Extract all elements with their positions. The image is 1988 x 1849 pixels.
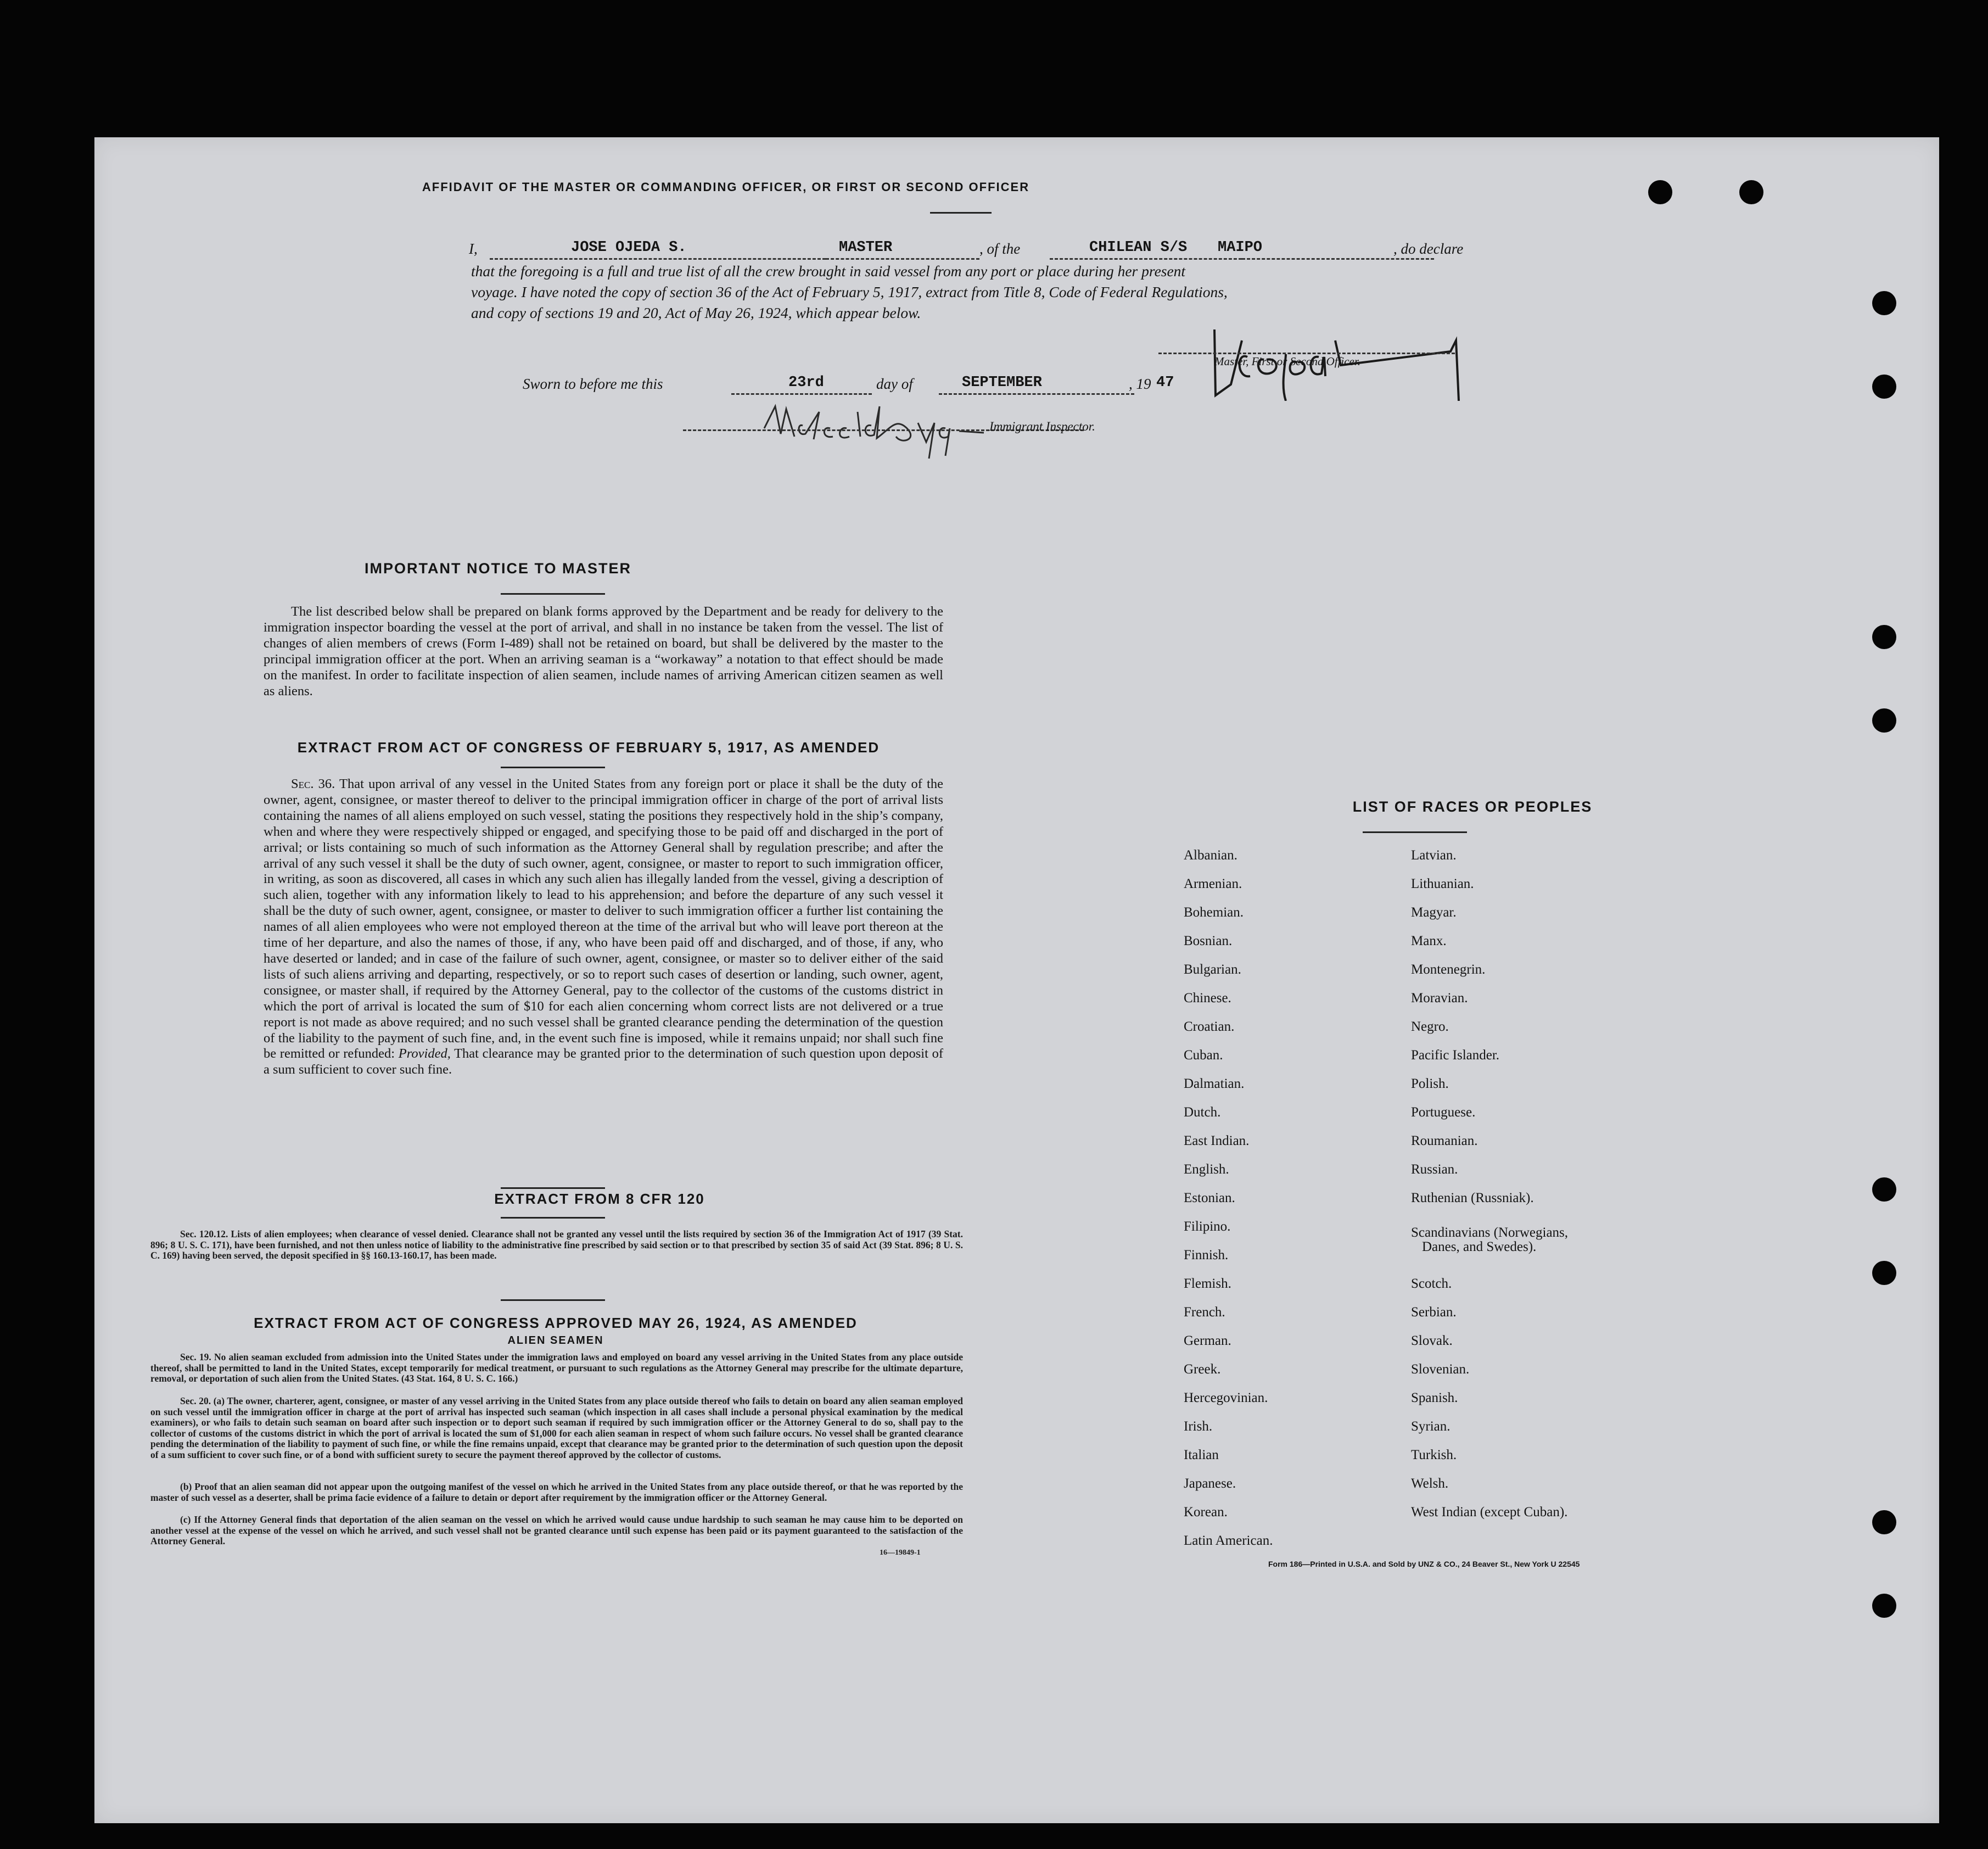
affidavit-title-rule (930, 212, 992, 214)
race-item: Chinese. (1184, 991, 1231, 1006)
notice-body: The list described below shall be prepared on blank forms approved by the Department and be ready for delivery to the immigration inspector boarding the vessel at the port of arrival, and shall in no instance be taken from the vessel. The list of changes of alien members of crews (Form I-489) shall not be retained on board, but shall be delivered by the master to the principal immigration officer at the port. When an arriving seaman is a “workaway” a notation to that effect should be made on the manifest. In order to facilitate inspection of alien seamen, include names of arriving American citizen seamen as well as aliens. (264, 604, 943, 699)
sec-20a-text: Sec. 20. (a) The owner, charterer, agent, consignee, or master of any vessel arriving in the United States from any place outside thereof who fails to detain on board any alien seaman employed on such vessel until the immigration officer in charge at the port of arrival has inspected such seaman (which inspection in all cases shall include a personal physical examination by the medical examiners), or who fails to detain such seaman on board after such inspection or to deport such seaman if required by such immigration officer or the Attorney General to do so, shall pay to the collector of customs of the customs district in which the port of arrival is located the sum of $1,000 for each alien seaman in respect of whom such failure occurs. No vessel shall be granted clearance pending the determination of the liability to payment of such fine, or while the fine remains unpaid, except that clearance may be granted prior to the determination of such question upon the deposit of a sum sufficient to cover such fine, or of a bond with sufficient surety to secure the payment thereof approved by the collector of customs. (150, 1395, 963, 1460)
extract-1924-top-rule (501, 1299, 605, 1301)
race-item: Scandinavians (Norwegians, (1411, 1225, 1569, 1240)
race-item: Portuguese. (1411, 1105, 1476, 1120)
cfr-title-rule (501, 1217, 605, 1219)
sec-36-text: That upon arrival of any vessel in the United States from any foreign port or place it shall be the duty of the owner, agent, consignee, or master thereof to deliver to the principal immigration officer in charge of the port of arrival lists containing the names of all aliens employed on such vessel, stating the positions they respectively hold in the ship’s company, when and where they were respectively shipped or engaged, and specifying those to be paid off and discharged in the port of arrival; or lists containing so much of such information as the Attorney General shall by regulation prescribe; and after the arrival of any such vessel it shall be the duty of such owner, agent, consignee, or master to report to such immigration officer, in writing, as soon as discovered, all cases in which any such alien has illegally landed from the vessel, giving a description of such alien, together with any information likely to lead to his apprehension; and before the departure of any such vessel it shall be the duty of such owner, agent, consignee, or master to deliver to such immigration officer a further list containing the names of all alien employees who were not employed thereon at the time of the arrival but who will leave port thereon at the time of her departure, and also the names of those, if any, who have been paid off and discharged, and of those, if any, who have deserted or landed; and in case of the failure of such owner, agent, consignee, or master so to deliver either of the said lists of such aliens arriving and departing, respectively, or so to report such cases of desertion or landing, such owner, agent, consignee, or master shall, if required by the Attorney General, pay to the collector of the customs of the customs district in which the port of arrival is located the sum of $10 for each alien concerning whom correct lists are not delivered or a true report is not made as above required; and no such vessel shall be granted clearance pending the determination of the question of the liability to the payment of such fine, and, in the event such fine is imposed, while it remains unpaid; nor shall such fine be remitted or refunded: (264, 777, 943, 1062)
extract-1917-title-rule (501, 767, 605, 768)
master-name-value: JOSE OJEDA S. (571, 239, 687, 256)
race-item: Irish. (1184, 1419, 1213, 1434)
race-item: Armenian. (1184, 876, 1242, 891)
punch-hole (1872, 625, 1896, 649)
extract-1917-title: EXTRACT FROM ACT OF CONGRESS OF FEBRUARY 5, 1917, AS AMENDED (297, 739, 880, 756)
race-item: Bosnian. (1184, 934, 1233, 948)
vessel-name-value: MAIPO (1218, 239, 1263, 256)
race-item: Croatian. (1184, 1019, 1235, 1034)
race-item: Filipino. (1184, 1219, 1231, 1234)
race-item: Bulgarian. (1184, 962, 1241, 977)
punch-hole (1739, 180, 1763, 204)
race-item: Negro. (1411, 1019, 1449, 1034)
master-signature-line (1158, 353, 1455, 354)
race-item: Dalmatian. (1184, 1076, 1245, 1091)
proviso-text: That clearance may be granted prior to the determination of such question upon deposit of a sum sufficient to cover such fine. (264, 1046, 944, 1077)
race-item: Hercegovinian. (1184, 1390, 1268, 1405)
race-item: Dutch. (1184, 1105, 1221, 1120)
race-item: Syrian. (1411, 1419, 1451, 1434)
race-item: Spanish. (1411, 1390, 1458, 1405)
race-item: Magyar. (1411, 905, 1457, 920)
race-item: Latin American. (1184, 1533, 1273, 1548)
affidavit-line-2: that the foregoing is a full and true list of all the crew brought in said vessel from any port or place during her present (471, 262, 1186, 280)
race-item: Bohemian. (1184, 905, 1244, 920)
notice-title-rule (501, 593, 605, 595)
notice-title: IMPORTANT NOTICE TO MASTER (365, 560, 631, 577)
sec-19-text: Sec. 19. No alien seaman excluded from admission into the United States under the immigration laws and employed on board any vessel arriving in the United States from any place outside thereof, shall be permitted to land in the United States, except temporarily for medical treatment, or pursuant to such regulations as the Attorney General may prescribe for the ultimate departure, removal, or deportation of such alien from the United States. (43 Stat. 164, 8 U. S. C. 166.) (150, 1351, 963, 1384)
race-item: French. (1184, 1305, 1225, 1320)
nationality-value: CHILEAN S/S (1089, 239, 1188, 256)
race-item: Latvian. (1411, 848, 1457, 863)
race-item: Pacific Islander. (1411, 1048, 1500, 1063)
race-item: East Indian. (1184, 1133, 1250, 1148)
race-item: Japanese. (1184, 1476, 1236, 1491)
race-item: Russian. (1411, 1162, 1458, 1177)
race-item: German. (1184, 1333, 1231, 1348)
master-caption: Master, First or Second Officer. (1214, 355, 1360, 368)
race-item: Greek. (1184, 1362, 1221, 1377)
races-title-rule (1363, 831, 1467, 833)
of-the-label: , of the (979, 241, 1021, 257)
race-item: Lithuanian. (1411, 876, 1474, 891)
form-footer: Form 186—Printed in U.S.A. and Sold by UNZ & CO., 24 Beaver St., New York U 22545 (1268, 1560, 1580, 1568)
punch-hole (1872, 291, 1896, 315)
sworn-day-value: 23rd (788, 375, 824, 391)
race-item: Albanian. (1184, 848, 1237, 863)
year-prefix: , 19 (1129, 376, 1151, 392)
day-of-label: day of (876, 376, 913, 392)
cfr-top-rule (501, 1187, 605, 1189)
punch-hole (1872, 1177, 1896, 1202)
punch-hole (1872, 375, 1896, 399)
race-item: Flemish. (1184, 1276, 1231, 1291)
race-item: Slovak. (1411, 1333, 1453, 1348)
race-item: Roumanian. (1411, 1133, 1478, 1148)
race-item: Cuban. (1184, 1048, 1223, 1063)
race-item: Korean. (1184, 1505, 1228, 1520)
rank-value: MASTER (839, 239, 893, 256)
inspector-caption: Immigrant Inspector. (989, 420, 1095, 433)
sec-36-label: Sec. 36. (291, 777, 335, 791)
i-label: I, (469, 241, 478, 257)
punch-hole (1872, 708, 1896, 733)
race-item: Moravian. (1411, 991, 1468, 1006)
document-page (94, 137, 1939, 1823)
race-item: Italian (1184, 1448, 1219, 1462)
race-item: Scotch. (1411, 1276, 1452, 1291)
races-right-column (1411, 841, 1568, 1527)
punch-hole (1872, 1594, 1896, 1618)
race-item: Manx. (1411, 934, 1447, 948)
year-suffix-value: 47 (1156, 375, 1174, 391)
race-item: Montenegrin. (1411, 962, 1486, 977)
extract-1917-body (264, 777, 943, 1078)
alien-seamen-subtitle: ALIEN SEAMEN (507, 1334, 604, 1347)
race-item: West Indian (except Cuban). (1411, 1505, 1568, 1520)
sec-20b-text: (b) Proof that an alien seaman did not appear upon the outgoing manifest of the vessel on which he arrived in the United States from any place outside thereof, or that he was reported by the master of such vessel as a deserter, shall be prima facie evidence of a failure to detain or deport after requirement by the immigration officer or the Attorney General. (150, 1481, 963, 1503)
race-item: Polish. (1411, 1076, 1449, 1091)
cfr-title: EXTRACT FROM 8 CFR 120 (494, 1191, 705, 1207)
race-item: Finnish. (1184, 1248, 1229, 1263)
cfr-body: Sec. 120.12. Lists of alien employees; when clearance of vessel denied. Clearance shall not be granted any vessel until the lists required by section 36 of the Immigration Act of 1917 (39 Stat. 896; 8 U. S. C. 171), have been furnished, and not then unless notice of liability to the administrative fine prescribed by said section or to that prescribed by section 35 of said Act (39 Stat. 896; 8 U. S. C. 169) having been served, the deposit specified in §§ 160.13-160.17, has been made. (150, 1228, 963, 1261)
affidavit-line-4: and copy of sections 19 and 20, Act of May 26, 1924, which appear below. (471, 304, 921, 321)
race-item: Danes, and Swedes). (1422, 1239, 1537, 1254)
race-item: Slovenian. (1411, 1362, 1470, 1377)
race-item: Turkish. (1411, 1448, 1457, 1462)
races-left-column (1184, 841, 1273, 1555)
form-code: 16—19849-1 (880, 1549, 921, 1557)
race-item: Serbian. (1411, 1305, 1457, 1320)
do-declare-label: , do declare (1393, 241, 1464, 257)
punch-hole (1872, 1510, 1896, 1534)
race-item: Welsh. (1411, 1476, 1449, 1491)
proviso-label: Provided, (398, 1046, 451, 1062)
extract-1924-title: EXTRACT FROM ACT OF CONGRESS APPROVED MAY 26, 1924, AS AMENDED (254, 1315, 858, 1331)
race-item: English. (1184, 1162, 1229, 1177)
affidavit-title: AFFIDAVIT OF THE MASTER OR COMMANDING OFFICER, OR FIRST OR SECOND OFFICER (422, 180, 1030, 194)
punch-hole (1648, 180, 1672, 204)
sworn-label: Sworn to before me this (523, 376, 663, 392)
punch-hole (1872, 1261, 1896, 1285)
races-title: LIST OF RACES OR PEOPLES (1352, 798, 1593, 815)
sec-20c-text: (c) If the Attorney General finds that deportation of the alien seaman on the vessel on which he arrived would cause undue hardship to such seaman he may cause him to be deported on another vessel at the expense of the vessel on which he arrived, and such vessel shall not be granted clearance until such expense has been paid or its payment guaranteed to the satisfaction of the Attorney General. (150, 1514, 963, 1547)
affidavit-line-3: voyage. I have noted the copy of section 36 of the Act of February 5, 1917, extract from Title 8, Code of Federal Regulations, (471, 283, 1228, 300)
race-item: Estonian. (1184, 1191, 1235, 1205)
sworn-month-value: SEPTEMBER (962, 375, 1042, 391)
race-item: Ruthenian (Russniak). (1411, 1191, 1534, 1205)
